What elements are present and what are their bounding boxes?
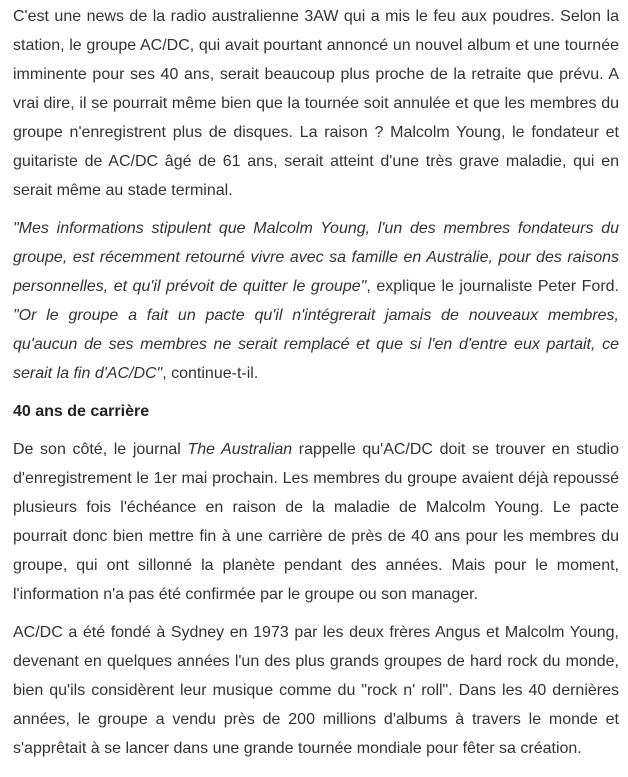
paragraph-the-australian: [13, 435, 619, 609]
paragraph-text-end: rappelle qu'AC/DC doit se trouver en studio d'enregistrement le 1er mai prochain. Les membres du groupe avaient déjà repoussé plusieurs fois l'échéance en raison de la maladie de Malcolm Young. Le pacte pourrait donc bien mettre fin à une carrière de près de 40 ans pour les membres du groupe, qui ont sillonné la planète pendant des années. Mais pour le moment, l'information n'a pas été confirmée par le groupe ou son manager.: [13, 441, 619, 603]
paragraph-text-start: De son côté, le journal: [13, 441, 188, 458]
section-heading: 40 ans de carrière: [13, 403, 150, 420]
quote-peter-ford-1: "Mes informations stipulent que Malcolm Young, l'un des membres fondateurs du groupe, est récemment retourné vivre avec sa famille en Australie, pour des raisons personnelles, et qu'il prévoit de quitter le groupe": [13, 220, 619, 295]
quote-attribution: , explique le journaliste Peter Ford.: [366, 278, 619, 295]
quote-continuation: , continue-t-il.: [162, 365, 259, 382]
quote-peter-ford-2: "Or le groupe a fait un pacte qu'il n'intégrerait jamais de nouveaux membres, qu'aucun de ses membres ne serait remplacé et que si l'en d'entre eux partait, ce serait la fin d'AC/DC": [13, 307, 619, 382]
paragraph-history: AC/DC a été fondé à Sydney en 1973 par les deux frères Angus et Malcolm Young, devenant en quelques années l'un des plus grands groupes de hard rock du monde, bien qu'ils considèrent leur musique comme du "rock n' roll". Dans les 40 dernières années, le groupe a vendu près de 200 millions d'albums à travers le monde et s'apprêtait à se lancer dans une grande tournée mondiale pour fêter sa création.: [13, 624, 619, 757]
paragraph-intro: C'est une news de la radio australienne 3AW qui a mis le feu aux poudres. Selon la station, le groupe AC/DC, qui avait pourtant annoncé un nouvel album et une tournée imminente pour ses 40 ans, serait beaucoup plus proche de la retraite que prévu. A vrai dire, il se pourrait même bien que la tournée soit annulée et que les membres du groupe n'enregistrent plus de disques. La raison ? Malcolm Young, le fondateur et guitariste de AC/DC âgé de 61 ans, serait atteint d'une très grave maladie, qui en serait même au stade terminal.: [13, 8, 619, 199]
publication-name: The Australian: [187, 441, 293, 458]
paragraph-quotes: [13, 214, 619, 388]
